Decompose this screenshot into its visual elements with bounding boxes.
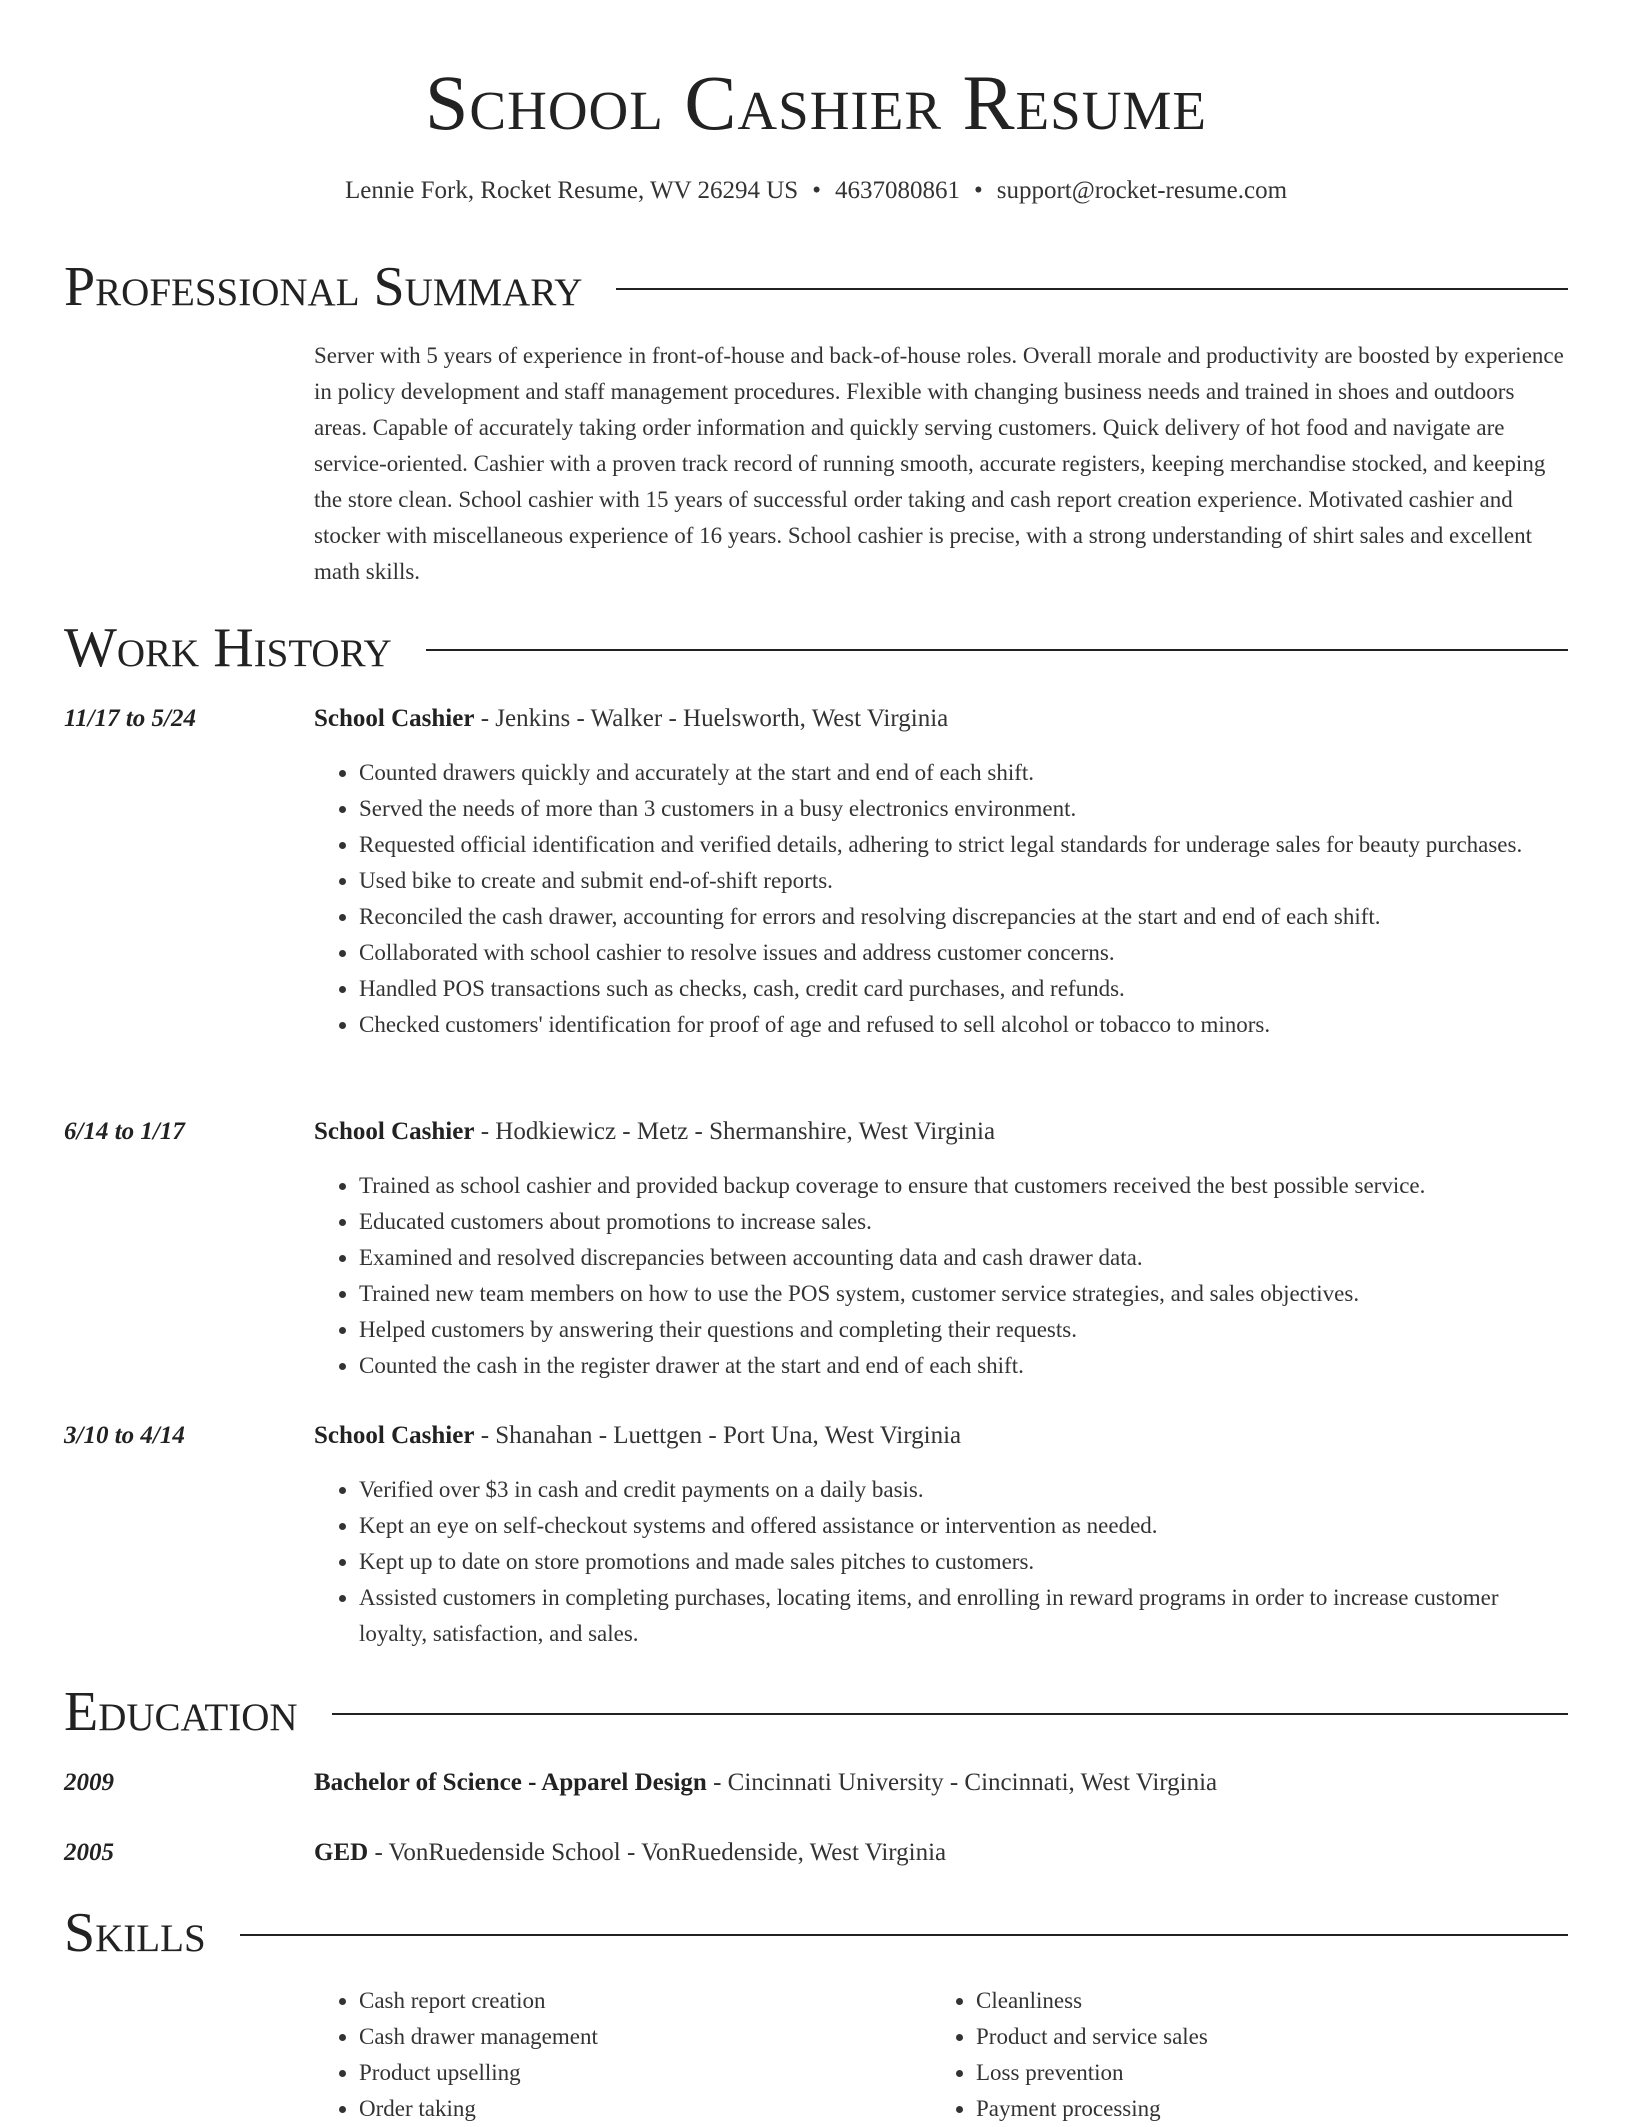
job-dates: 6/14 to 1/17 <box>64 1118 185 1145</box>
skill-item: • Cash drawer management <box>359 2019 914 2055</box>
job-title: School Cashier <box>314 1422 475 1449</box>
summary-text: Server with 5 years of experience in front-of-house and back-of-house roles. Overall morale and productivity are boosted by experience in policy development and staff management procedures. Flexible with changing business needs and trained in shoes and outdoors areas. Capable of accurately taking order information and quickly serving customers. Quick delivery of hot food and navigate are service-oriented. Cashier with a proven track record of running smooth, accurate registers, keeping merchandise stocked, and keeping the store clean. School cashier with 15 years of successful order taking and cash report creation experience. Motivated cashier and stocker with miscellaneous experience of 16 years. School cashier is precise, with a strong understanding of shirt sales and excellent math skills. <box>314 343 1564 584</box>
separator-dot: • <box>973 177 983 204</box>
list-item: • Checked customers' identification for proof of age and refused to sell alcohol or tobacco to minors. <box>359 1007 1568 1043</box>
separator-dot: • <box>812 177 821 204</box>
skills-list-left <box>314 1983 914 2127</box>
summary-section-header <box>64 255 1568 319</box>
skills-section-header <box>64 1901 1568 1965</box>
list-item: • Reconciled the cash drawer, accounting for errors and resolving discrepancies at the start and end of each shift. <box>359 899 1568 935</box>
job-details: - Shanahan - Luettgen - Port Una, West Virginia <box>474 1422 962 1449</box>
skill-item: • Cash report creation <box>359 1983 914 2019</box>
resume-title: School Cashier Resume <box>425 59 1207 146</box>
list-item: • Verified over $3 in cash and credit payments on a daily basis. <box>359 1472 1568 1508</box>
job-bullets <box>314 1472 1568 1652</box>
job-heading <box>314 1114 1568 1150</box>
school-details: - Cincinnati University - Cincinnati, West Virginia <box>706 1769 1218 1796</box>
skills-list-right <box>931 1983 1531 2127</box>
contact-email: support@rocket-resume.com <box>996 177 1288 204</box>
job-bullets <box>314 755 1568 1043</box>
work-heading: Work History <box>64 617 392 679</box>
list-item: • Trained as school cashier and provided backup coverage to ensure that customers received the best possible service. <box>359 1168 1568 1204</box>
skill-item: • Order taking <box>359 2091 914 2127</box>
list-item: • Kept up to date on store promotions and made sales pitches to customers. <box>359 1544 1568 1580</box>
summary-heading: Professional Summary <box>64 256 583 318</box>
list-item: • Served the needs of more than 3 customers in a busy electronics environment. <box>359 791 1568 827</box>
education-heading: Education <box>64 1681 298 1743</box>
education-year: 2009 <box>64 1769 114 1796</box>
education-entry <box>314 1765 1568 1801</box>
job-bullets <box>314 1168 1568 1384</box>
skill-item: • Product upselling <box>359 2055 914 2091</box>
list-item: • Assisted customers in completing purchases, locating items, and enrolling in reward programs in order to increase customer loyalty, satisfaction, and sales. <box>359 1580 1568 1652</box>
degree-name: GED <box>314 1839 369 1866</box>
list-item: • Used bike to create and submit end-of-shift reports. <box>359 863 1568 899</box>
contact-line <box>0 174 1632 208</box>
skill-item: • Loss prevention <box>976 2055 1531 2091</box>
job-heading <box>314 701 1568 737</box>
job-title: School Cashier <box>314 1118 475 1145</box>
skill-item: • Product and service sales <box>976 2019 1531 2055</box>
list-item: • Requested official identification and verified details, adhering to strict legal standards for underage sales for beauty purchases. <box>359 827 1568 863</box>
skill-item: • Cleanliness <box>976 1983 1531 2019</box>
job-title: School Cashier <box>314 705 475 732</box>
education-entry <box>314 1835 1568 1871</box>
contact-address: Lennie Fork, Rocket Resume, WV 26294 US <box>344 177 799 204</box>
education-section-header <box>64 1680 1568 1744</box>
skills-heading: Skills <box>64 1902 206 1964</box>
job-dates: 3/10 to 4/14 <box>64 1422 185 1449</box>
job-details: - Jenkins - Walker - Huelsworth, West Virginia <box>474 705 949 732</box>
list-item: • Trained new team members on how to use the POS system, customer service strategies, and sales objectives. <box>359 1276 1568 1312</box>
list-item: • Counted the cash in the register drawer at the start and end of each shift. <box>359 1348 1568 1384</box>
section-divider <box>332 1713 1568 1715</box>
list-item: • Kept an eye on self-checkout systems and offered assistance or intervention as needed. <box>359 1508 1568 1544</box>
work-section-header <box>64 616 1568 680</box>
list-item: • Examined and resolved discrepancies between accounting data and cash drawer data. <box>359 1240 1568 1276</box>
education-year: 2005 <box>64 1839 114 1866</box>
section-divider <box>426 649 1568 651</box>
job-details: - Hodkiewicz - Metz - Shermanshire, West Virginia <box>474 1118 996 1145</box>
job-dates: 11/17 to 5/24 <box>64 705 196 732</box>
list-item: • Educated customers about promotions to increase sales. <box>359 1204 1568 1240</box>
contact-phone: 4637080861 <box>834 177 960 204</box>
school-details: - VonRuedenside School - VonRuedenside, West Virginia <box>368 1839 947 1866</box>
skill-item: • Payment processing <box>976 2091 1531 2127</box>
list-item: • Helped customers by answering their questions and completing their requests. <box>359 1312 1568 1348</box>
job-heading <box>314 1418 1568 1454</box>
list-item: • Counted drawers quickly and accurately at the start and end of each shift. <box>359 755 1568 791</box>
section-divider <box>616 288 1568 290</box>
list-item: • Handled POS transactions such as checks, cash, credit card purchases, and refunds. <box>359 971 1568 1007</box>
list-item: • Collaborated with school cashier to resolve issues and address customer concerns. <box>359 935 1568 971</box>
degree-name: Bachelor of Science - Apparel Design <box>314 1769 707 1796</box>
section-divider <box>240 1934 1568 1936</box>
